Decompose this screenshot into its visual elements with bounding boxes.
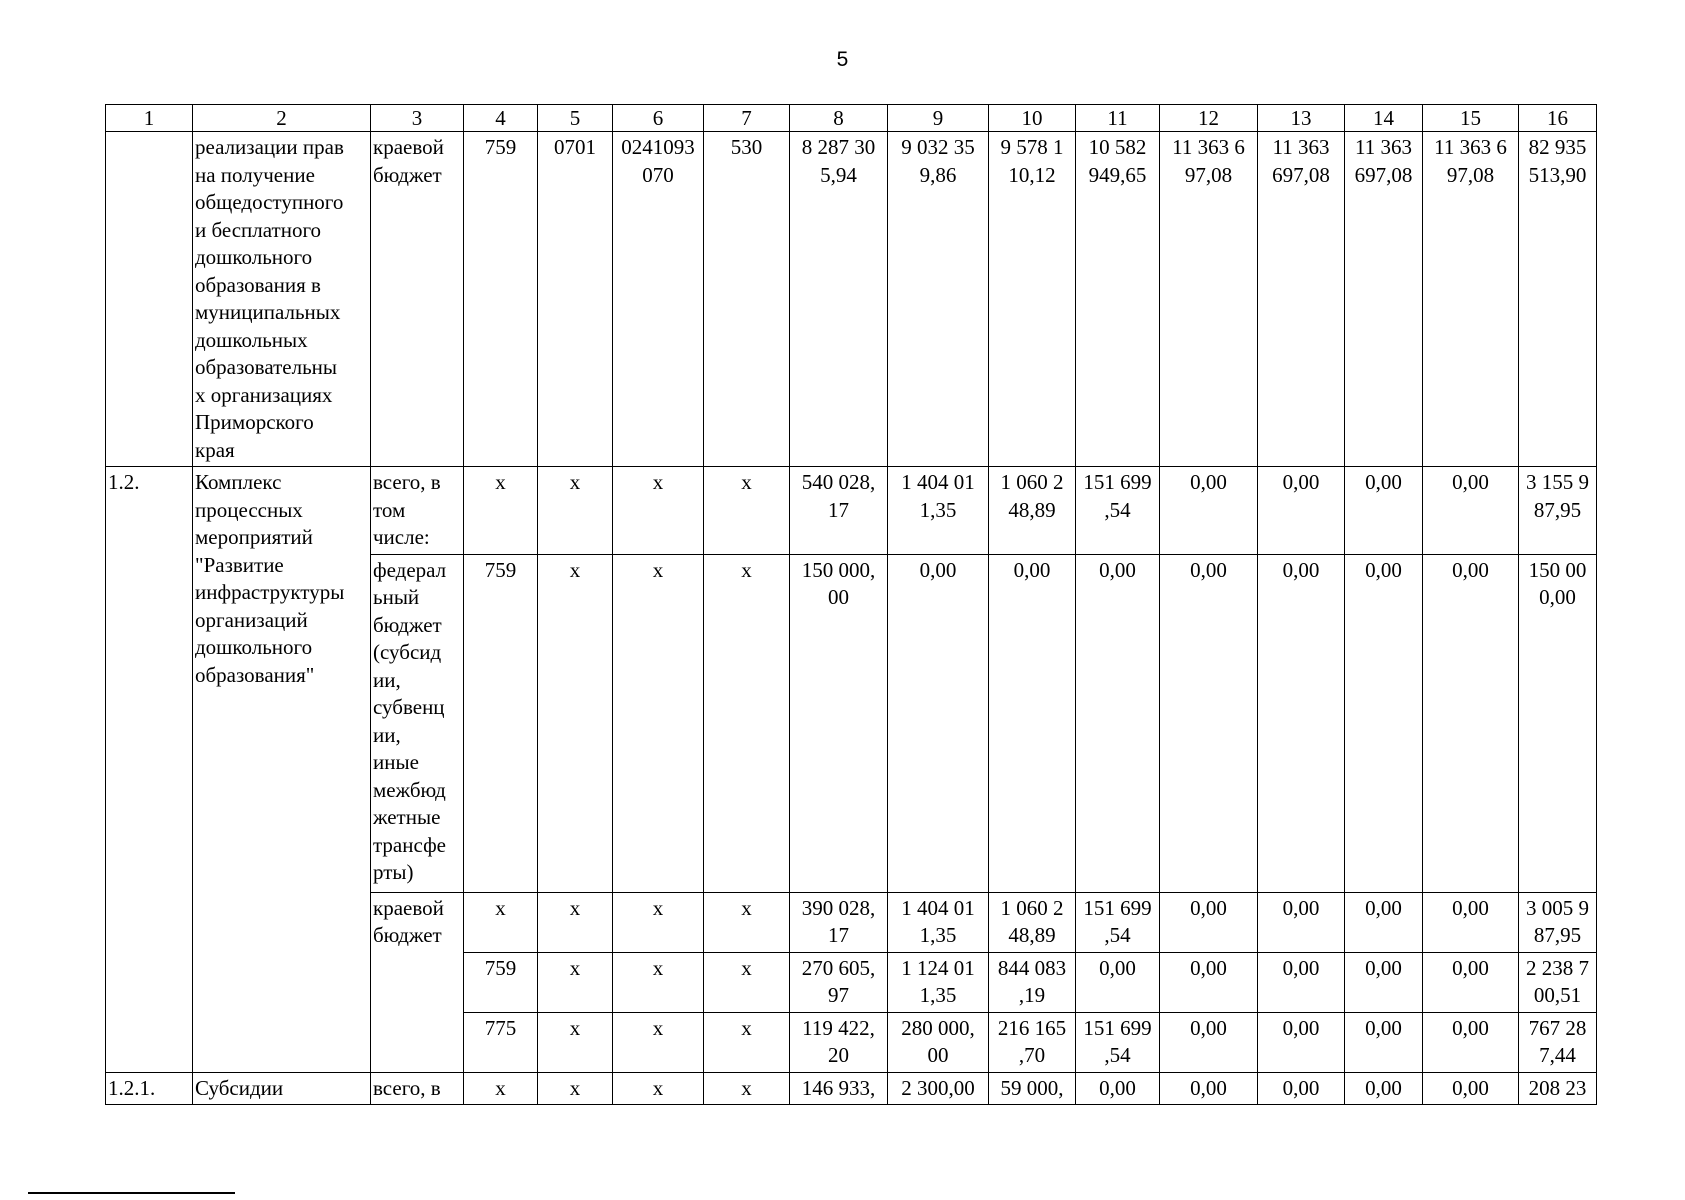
code-cell: x [538,467,613,555]
amount-cell: 10 582 949,65 [1076,132,1160,467]
total-cell: 3 005 9 87,95 [1519,892,1597,952]
amount-cell: 8 287 30 5,94 [790,132,888,467]
header-cell: 15 [1423,105,1519,132]
header-cell: 5 [538,105,613,132]
amount-cell: 119 422, 20 [790,1012,888,1072]
budget-table [105,104,1597,1105]
amount-cell: 0,00 [989,554,1076,892]
code-cell: x [704,1072,790,1105]
amount-cell: 0,00 [1423,1072,1519,1105]
item-name-cell: Субсидии [193,1072,371,1105]
amount-cell: 11 363 697,08 [1258,132,1345,467]
code-cell: 0701 [538,132,613,467]
code-cell: x [538,892,613,952]
header-cell: 3 [371,105,464,132]
amount-cell: 0,00 [1423,1012,1519,1072]
amount-cell: 0,00 [1076,554,1160,892]
amount-cell: 1 124 01 1,35 [888,952,989,1012]
amount-cell: 280 000, 00 [888,1012,989,1072]
amount-cell: 540 028, 17 [790,467,888,555]
amount-cell: 0,00 [1160,467,1258,555]
code-cell: x [538,1012,613,1072]
amount-cell: 146 933, [790,1072,888,1105]
amount-cell: 0,00 [1345,1012,1423,1072]
code-cell: x [613,892,704,952]
amount-cell: 11 363 697,08 [1345,132,1423,467]
table-row [106,467,1597,555]
code-cell: 759 [464,132,538,467]
amount-cell: 0,00 [1160,952,1258,1012]
code-cell: x [704,554,790,892]
code-cell: 775 [464,1012,538,1072]
code-cell: 759 [464,952,538,1012]
page-number: 5 [836,48,849,71]
item-name-cell: реализации прав на получение общедоступного и бесплатного дошкольного образования в муниципальных дошкольных образовательны х организациях Приморского края [193,132,371,467]
table-row [106,1072,1597,1105]
amount-cell: 0,00 [1258,1072,1345,1105]
funding-source-cell: федерал ьный бюджет (субсид ии, субвенц ии, иные межбюд жетные трансфе рты) [371,554,464,892]
amount-cell: 11 363 6 97,08 [1423,132,1519,467]
amount-cell: 270 605, 97 [790,952,888,1012]
amount-cell: 0,00 [888,554,989,892]
header-cell: 2 [193,105,371,132]
total-cell: 208 23 [1519,1072,1597,1105]
amount-cell: 0,00 [1345,467,1423,555]
amount-cell: 151 699 ,54 [1076,892,1160,952]
footnote-separator [28,1192,235,1194]
code-cell: x [538,554,613,892]
header-cell: 4 [464,105,538,132]
total-cell: 3 155 9 87,95 [1519,467,1597,555]
header-cell: 16 [1519,105,1597,132]
total-cell: 767 28 7,44 [1519,1012,1597,1072]
amount-cell: 0,00 [1160,892,1258,952]
header-row [106,105,1597,132]
amount-cell: 9 032 35 9,86 [888,132,989,467]
amount-cell: 0,00 [1258,467,1345,555]
total-cell: 2 238 7 00,51 [1519,952,1597,1012]
amount-cell: 216 165 ,70 [989,1012,1076,1072]
code-cell: x [464,892,538,952]
amount-cell: 0,00 [1258,952,1345,1012]
funding-source-cell: краевой бюджет [371,132,464,467]
code-cell: 0241093 070 [613,132,704,467]
amount-cell: 0,00 [1423,952,1519,1012]
amount-cell: 59 000, [989,1072,1076,1105]
amount-cell: 0,00 [1160,554,1258,892]
code-cell: x [613,467,704,555]
total-cell: 82 935 513,90 [1519,132,1597,467]
amount-cell: 0,00 [1160,1072,1258,1105]
amount-cell: 0,00 [1423,892,1519,952]
code-cell: x [704,952,790,1012]
code-cell: x [704,1012,790,1072]
amount-cell: 1 404 01 1,35 [888,467,989,555]
amount-cell: 1 404 01 1,35 [888,892,989,952]
amount-cell: 0,00 [1345,892,1423,952]
amount-cell: 151 699 ,54 [1076,1012,1160,1072]
header-cell: 1 [106,105,193,132]
amount-cell: 0,00 [1345,554,1423,892]
header-cell: 10 [989,105,1076,132]
header-cell: 9 [888,105,989,132]
amount-cell: 11 363 6 97,08 [1160,132,1258,467]
amount-cell: 0,00 [1258,554,1345,892]
amount-cell: 844 083 ,19 [989,952,1076,1012]
code-cell: x [613,1012,704,1072]
amount-cell: 1 060 2 48,89 [989,467,1076,555]
row-number-cell: 1.2. [106,467,193,1073]
code-cell: x [704,892,790,952]
amount-cell: 9 578 1 10,12 [989,132,1076,467]
amount-cell: 0,00 [1160,1012,1258,1072]
code-cell: x [613,554,704,892]
amount-cell: 0,00 [1258,892,1345,952]
funding-source-cell: всего, в [371,1072,464,1105]
funding-source-cell: краевой бюджет [371,892,464,1072]
code-cell: x [464,467,538,555]
amount-cell: 390 028, 17 [790,892,888,952]
header-cell: 6 [613,105,704,132]
amount-cell: 0,00 [1345,1072,1423,1105]
amount-cell: 151 699 ,54 [1076,467,1160,555]
code-cell: x [704,467,790,555]
code-cell: 530 [704,132,790,467]
amount-cell: 2 300,00 [888,1072,989,1105]
item-name-cell: Комплекс процессных мероприятий "Развитие инфраструктуры организаций дошкольного образования" [193,467,371,1073]
header-cell: 13 [1258,105,1345,132]
header-cell: 14 [1345,105,1423,132]
header-cell: 7 [704,105,790,132]
row-number-cell: 1.2.1. [106,1072,193,1105]
amount-cell: 0,00 [1423,467,1519,555]
table-row [106,132,1597,467]
amount-cell: 0,00 [1345,952,1423,1012]
header-cell: 12 [1160,105,1258,132]
code-cell: x [538,952,613,1012]
header-cell: 11 [1076,105,1160,132]
funding-source-cell: всего, в том числе: [371,467,464,555]
amount-cell: 0,00 [1076,952,1160,1012]
code-cell: x [464,1072,538,1105]
code-cell: x [538,1072,613,1105]
code-cell: x [613,1072,704,1105]
amount-cell: 1 060 2 48,89 [989,892,1076,952]
amount-cell: 0,00 [1076,1072,1160,1105]
amount-cell: 150 000, 00 [790,554,888,892]
amount-cell: 0,00 [1258,1012,1345,1072]
code-cell: 759 [464,554,538,892]
code-cell: x [613,952,704,1012]
amount-cell: 0,00 [1423,554,1519,892]
header-cell: 8 [790,105,888,132]
row-number-cell [106,132,193,467]
total-cell: 150 00 0,00 [1519,554,1597,892]
